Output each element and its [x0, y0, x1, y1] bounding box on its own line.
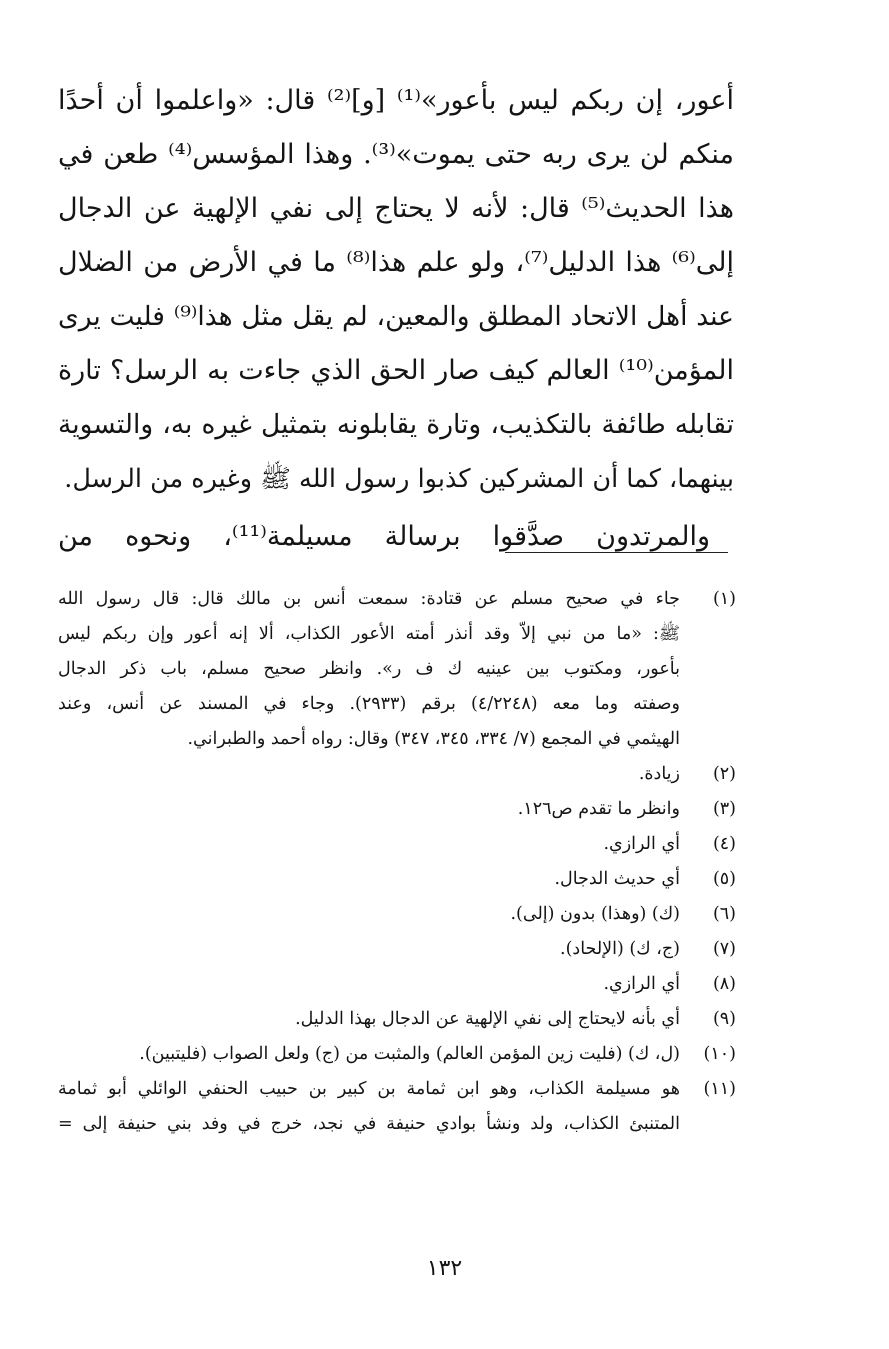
- footnote-number: (٥): [712, 869, 736, 889]
- footnote-text: [58, 1072, 680, 1142]
- footnote-number: (٢): [712, 764, 736, 784]
- footnote-number: (٤): [712, 834, 736, 854]
- footnote: [58, 1072, 736, 1142]
- footnote: [58, 1037, 736, 1072]
- body-line: إلى⁽⁶⁾ هذا الدليل⁽⁷⁾، ولو علم هذا⁽⁸⁾ ما في الأرض من الضلال: [58, 247, 734, 278]
- footnote-number: (٧): [712, 939, 736, 959]
- footnote: [58, 897, 736, 932]
- footnote-text: [58, 862, 680, 897]
- footnote-number: (٣): [712, 799, 736, 819]
- footnote-number: (٩): [712, 1009, 736, 1029]
- body-line: هذا الحديث⁽⁵⁾ قال: لأنه لا يحتاج إلى نفي الإلهية عن الدجال: [58, 193, 734, 224]
- footnote-text: [58, 1037, 680, 1072]
- footnote: [58, 792, 736, 827]
- body-line: والمرتدون صدَّقوا برسالة مسيلمة⁽¹¹⁾، ونحوه من: [58, 521, 710, 552]
- footnote: [58, 827, 736, 862]
- footnote-text: [58, 897, 680, 932]
- body-line: تقابله طائفة بالتكذيب، وتارة يقابلونه بتمثيل غيره به، والتسوية: [58, 409, 734, 440]
- footnote-line: أي الرازي.: [603, 834, 680, 854]
- footnote-line: (ك) (وهذا) بدون (إلى).: [510, 904, 680, 924]
- footnote-number: (١): [712, 589, 736, 609]
- footnote-line: أي حديث الدجال.: [554, 869, 680, 889]
- footnote-text: [58, 792, 680, 827]
- footnote-text: [58, 932, 680, 967]
- page-number: ١٣٢: [426, 1256, 463, 1281]
- footnote-line: ﷺ: «ما من نبي إلاّ وقد أنذر أمته الأعور الكذاب، ألا إنه أعور وإن ربكم ليس: [58, 624, 680, 644]
- footnote-text: [58, 1002, 680, 1037]
- footnote-line: المتنبئ الكذاب، ولد ونشأ بوادي حنيفة في نجد، خرج في وفد بني حنيفة إلى =: [58, 1114, 680, 1134]
- footnote-number: (٨): [712, 974, 736, 994]
- footnote-line: أي بأنه لايحتاج إلى نفي الإلهية عن الدجال بهذا الدليل.: [295, 1009, 680, 1029]
- body-line: أعور، إن ربكم ليس بأعور»⁽¹⁾ [و]⁽²⁾ قال: «واعلموا أن أحدًا: [58, 85, 734, 116]
- footnote: [58, 582, 736, 757]
- body-line: منكم لن يرى ربه حتى يموت»⁽³⁾. وهذا المؤسس⁽⁴⁾ طعن في: [58, 139, 734, 170]
- footnote: [58, 932, 736, 967]
- footnote-line: جاء في صحيح مسلم عن قتادة: سمعت أنس بن مالك قال: قال رسول الله: [58, 589, 680, 609]
- footnote: [58, 862, 736, 897]
- footnote-number: (٦): [712, 904, 736, 924]
- footnote-number: (١١): [703, 1079, 736, 1099]
- body-line: عند أهل الاتحاد المطلق والمعين، لم يقل مثل هذا⁽⁹⁾ فليت يرى: [58, 301, 734, 332]
- footnote-line: زيادة.: [638, 764, 680, 784]
- footnote-text: [58, 967, 680, 1002]
- footnote-divider: [505, 552, 728, 553]
- body-line: المؤمن⁽¹⁰⁾ العالم كيف صار الحق الذي جاءت به الرسل؟ تارة: [58, 355, 734, 386]
- footnote-line: وانظر ما تقدم ص١٢٦.: [517, 799, 680, 819]
- footnote-line: (ج، ك) (الإلحاد).: [560, 939, 680, 959]
- footnote: [58, 967, 736, 1002]
- body-line: بينهما، كما أن المشركين كذبوا رسول الله ﷺ وغيره من الرسل.: [64, 464, 734, 494]
- footnote-line: هو مسيلمة الكذاب، وهو ابن ثمامة بن كبير بن حبيب الحنفي الوائلي أبو ثمامة: [58, 1079, 680, 1099]
- footnote: [58, 1002, 736, 1037]
- footnote-line: (ل، ك) (فليت زين المؤمن العالم) والمثبت من (ج) ولعل الصواب (فليتبين).: [139, 1044, 680, 1064]
- footnote: [58, 757, 736, 792]
- main-text: [58, 74, 734, 564]
- footnote-number: (١٠): [703, 1044, 736, 1064]
- footnote-line: وصفته وما معه (٤/٢٢٤٨) برقم (٢٩٣٣). وجاء في المسند عن أنس، وعند: [58, 694, 680, 714]
- footnote-line: بأعور، ومكتوب بين عينيه ك ف ر». وانظر صحيح مسلم، باب ذكر الدجال: [58, 659, 680, 679]
- footnote-line: أي الرازي.: [603, 974, 680, 994]
- footnote-text: [58, 757, 680, 792]
- footnote-text: [58, 827, 680, 862]
- footnote-line: الهيثمي في المجمع (٧/ ٣٣٤، ٣٤٥، ٣٤٧) وقال: رواه أحمد والطبراني.: [187, 729, 680, 749]
- footnote-text: [58, 582, 680, 757]
- footnotes: [58, 582, 736, 1142]
